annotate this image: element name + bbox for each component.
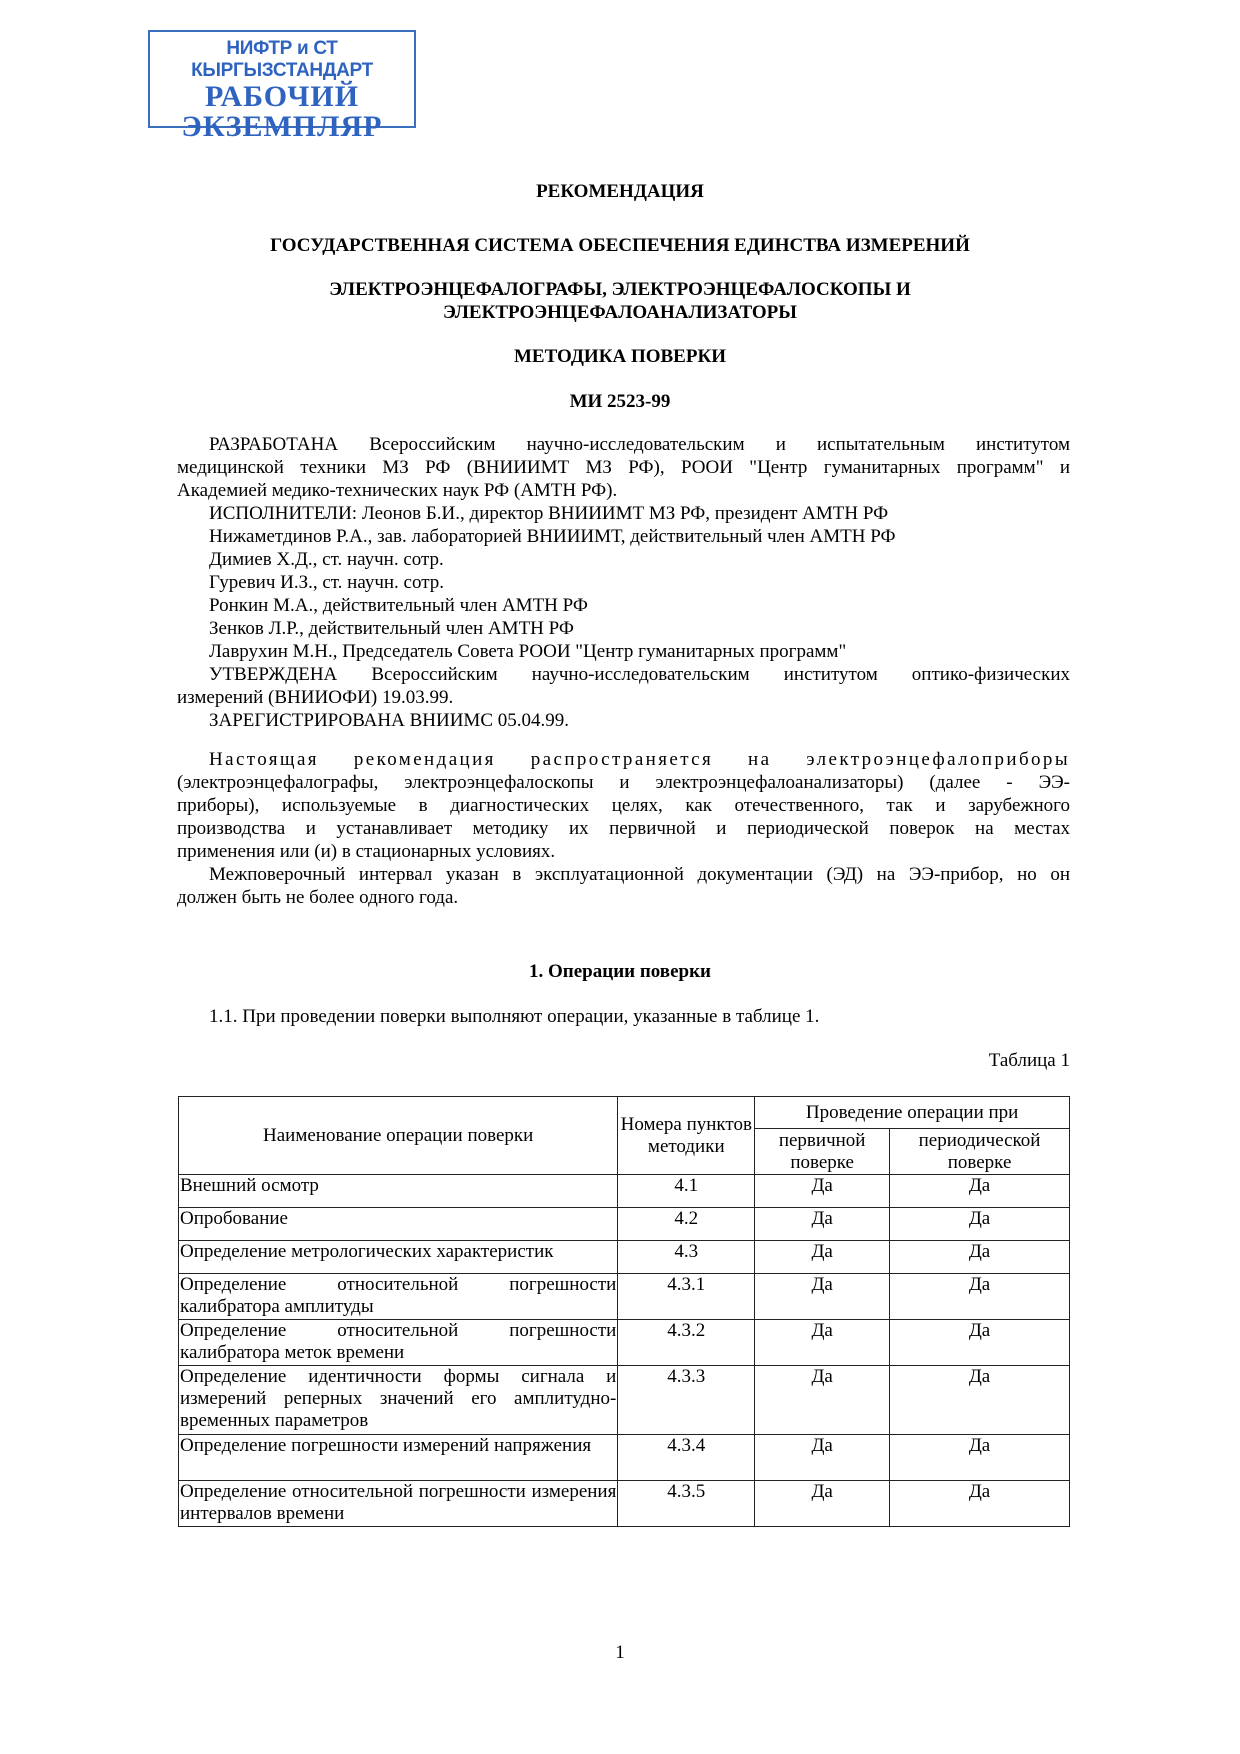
row-name: Определение относительной погрешности калибратора амплитуды bbox=[179, 1274, 618, 1320]
row-item: 4.1 bbox=[618, 1175, 755, 1208]
header-method-items: Номера пунктов методики bbox=[618, 1097, 755, 1175]
row-periodic: Да bbox=[890, 1320, 1070, 1366]
row-periodic: Да bbox=[890, 1366, 1070, 1435]
row-periodic: Да bbox=[890, 1435, 1070, 1481]
subject-heading-line2: ЭЛЕКТРОЭНЦЕФАЛОАНАЛИЗАТОРЫ bbox=[443, 302, 797, 323]
row-primary: Да bbox=[755, 1208, 890, 1241]
performer-4: Гуревич И.З., ст. научн. сотр. bbox=[209, 572, 445, 593]
stamp-org: НИФТР и СТ КЫРГЫЗСТАНДАРТ bbox=[191, 38, 373, 81]
table-row bbox=[179, 1481, 1070, 1527]
row-primary: Да bbox=[755, 1366, 890, 1435]
table-row bbox=[179, 1208, 1070, 1241]
row-name: Определение погрешности измерений напряжения bbox=[179, 1435, 618, 1481]
paragraph-1-1 bbox=[177, 1005, 1070, 1028]
scope-line1: Настоящая рекомендация распространяется на электроэнцефалоприборы bbox=[209, 749, 1070, 770]
section1-heading: 1. Операции поверки bbox=[529, 961, 711, 982]
table-caption: Таблица 1 bbox=[988, 1050, 1070, 1071]
scope-block bbox=[177, 748, 1070, 909]
row-periodic: Да bbox=[890, 1274, 1070, 1320]
document-code: МИ 2523-99 bbox=[569, 391, 671, 412]
row-item: 4.3.2 bbox=[618, 1320, 755, 1366]
paragraph-1-1-text: 1.1. При проведении поверки выполняют операции, указанные в таблице 1. bbox=[209, 1006, 820, 1027]
performer-1: ИСПОЛНИТЕЛИ: Леонов Б.И., директор ВНИИИМТ МЗ РФ, президент АМТН РФ bbox=[209, 503, 889, 524]
row-periodic: Да bbox=[890, 1241, 1070, 1274]
developed-line3: Академией медико-технических наук РФ (АМТН РФ). bbox=[177, 480, 618, 501]
row-item: 4.2 bbox=[618, 1208, 755, 1241]
header-operation-name: Наименование операции поверки bbox=[179, 1097, 618, 1175]
row-primary: Да bbox=[755, 1320, 890, 1366]
row-item: 4.3.3 bbox=[618, 1366, 755, 1435]
row-name: Опробование bbox=[179, 1208, 618, 1241]
developed-line2: медицинской техники МЗ РФ (ВНИИИМТ МЗ РФ), РООИ "Центр гуманитарных программ" и bbox=[177, 457, 1070, 478]
row-name: Определение идентичности формы сигнала и измерений реперных значений его амплитудно-временных параметров bbox=[179, 1366, 618, 1435]
header-conduct: Проведение операции при bbox=[755, 1097, 1070, 1129]
row-name: Определение относительной погрешности калибратора меток времени bbox=[179, 1320, 618, 1366]
header-primary: первичной поверке bbox=[755, 1129, 890, 1175]
scope-line5: применения или (и) в стационарных условиях. bbox=[177, 841, 556, 862]
approved-line2: измерений (ВНИИОФИ) 19.03.99. bbox=[177, 687, 454, 708]
row-primary: Да bbox=[755, 1241, 890, 1274]
row-periodic: Да bbox=[890, 1208, 1070, 1241]
row-item: 4.3 bbox=[618, 1241, 755, 1274]
performer-5: Ронкин М.А., действительный член АМТН РФ bbox=[209, 595, 588, 616]
row-item: 4.3.5 bbox=[618, 1481, 755, 1527]
table-row bbox=[179, 1175, 1070, 1208]
row-primary: Да bbox=[755, 1435, 890, 1481]
table-row bbox=[179, 1274, 1070, 1320]
stamp-line1: РАБОЧИЙ bbox=[204, 80, 360, 113]
row-name: Определение относительной погрешности измерения интервалов времени bbox=[179, 1481, 618, 1527]
method-heading: МЕТОДИКА ПОВЕРКИ bbox=[513, 346, 727, 367]
working-copy-stamp bbox=[148, 30, 416, 143]
performer-7: Лаврухин М.Н., Председатель Совета РООИ "Центр гуманитарных программ" bbox=[209, 641, 847, 662]
performer-3: Димиев Х.Д., ст. научн. сотр. bbox=[209, 549, 444, 570]
page-number: 1 bbox=[615, 1642, 625, 1663]
row-item: 4.3.1 bbox=[618, 1274, 755, 1320]
performer-6: Зенков Л.Р., действительный член АМТН РФ bbox=[209, 618, 574, 639]
developed-line1: РАЗРАБОТАНА Всероссийским научно-исследовательским и испытательным институтом bbox=[209, 434, 1070, 455]
interval-line1: Межповерочный интервал указан в эксплуатационной документации (ЭД) на ЭЭ-прибор, но он bbox=[209, 864, 1070, 885]
row-periodic: Да bbox=[890, 1481, 1070, 1527]
header-periodic: периодической поверке bbox=[890, 1129, 1070, 1175]
table-row bbox=[179, 1366, 1070, 1435]
row-primary: Да bbox=[755, 1175, 890, 1208]
table-row bbox=[179, 1241, 1070, 1274]
row-periodic: Да bbox=[890, 1175, 1070, 1208]
system-heading: ГОСУДАРСТВЕННАЯ СИСТЕМА ОБЕСПЕЧЕНИЯ ЕДИНСТВА ИЗМЕРЕНИЙ bbox=[270, 235, 970, 256]
table-row bbox=[179, 1320, 1070, 1366]
operations-table bbox=[178, 1096, 1070, 1527]
row-name: Внешний осмотр bbox=[179, 1175, 618, 1208]
subject-heading-line1: ЭЛЕКТРОЭНЦЕФАЛОГРАФЫ, ЭЛЕКТРОЭНЦЕФАЛОСКОПЫ И bbox=[329, 279, 911, 300]
credits-block bbox=[177, 433, 1070, 732]
performer-2: Нижаметдинов Р.А., зав. лабораторией ВНИИИМТ, действительный член АМТН РФ bbox=[209, 526, 896, 547]
registered-line: ЗАРЕГИСТРИРОВАНА ВНИИМС 05.04.99. bbox=[209, 710, 569, 731]
stamp-line2: ЭКЗЕМПЛЯР bbox=[181, 110, 383, 143]
row-name: Определение метрологических характеристик bbox=[179, 1241, 618, 1274]
table-row bbox=[179, 1435, 1070, 1481]
scope-line2: (электроэнцефалографы, электроэнцефалоскопы и электроэнцефалоанализаторы) (далее - ЭЭ- bbox=[177, 772, 1070, 793]
row-primary: Да bbox=[755, 1481, 890, 1527]
interval-line2: должен быть не более одного года. bbox=[177, 887, 459, 908]
row-item: 4.3.4 bbox=[618, 1435, 755, 1481]
approved-line1: УТВЕРЖДЕНА Всероссийским научно-исследовательским институтом оптико-физических bbox=[209, 664, 1070, 685]
scope-line3: приборы), используемые в диагностических целях, как отечественного, так и зарубежного bbox=[177, 795, 1070, 816]
scope-line4: производства и устанавливает методику их первичной и периодической поверок на местах bbox=[177, 818, 1070, 839]
row-primary: Да bbox=[755, 1274, 890, 1320]
doc-type-heading: РЕКОМЕНДАЦИЯ bbox=[536, 181, 704, 202]
